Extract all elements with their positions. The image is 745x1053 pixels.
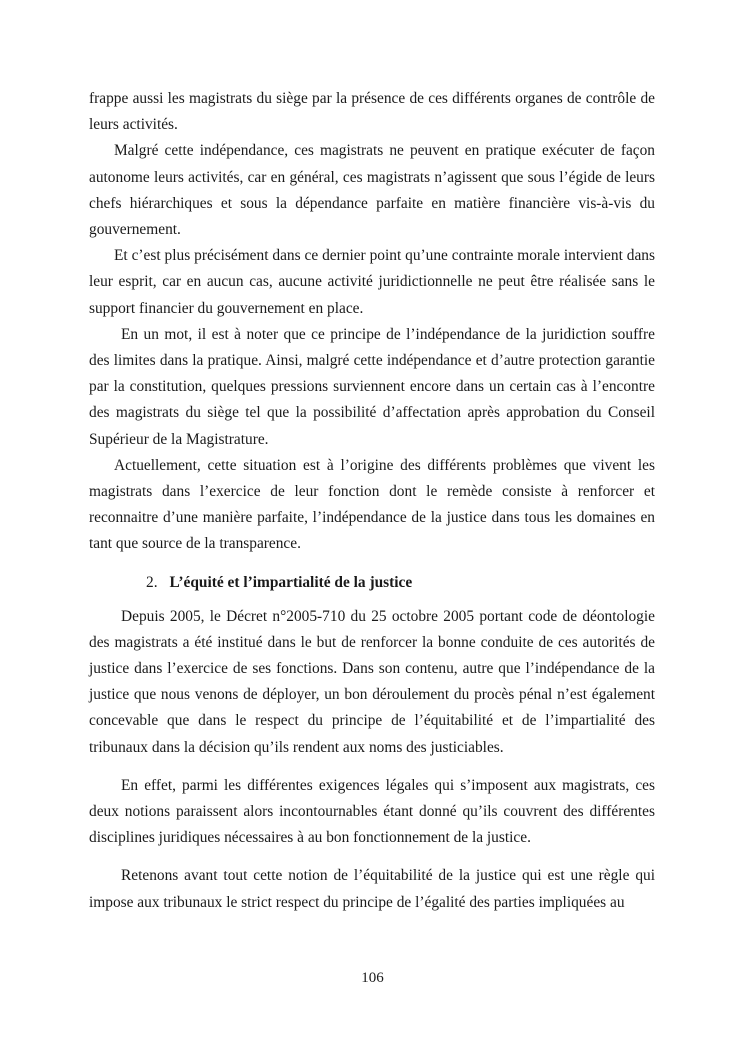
section-heading (89, 570, 655, 596)
section-title: L’équité et l’impartialité de la justice (169, 573, 413, 591)
section-number: 2. (146, 573, 158, 591)
paragraph: En un mot, il est à noter que ce principe de l’indépendance de la juridiction souffre des limites dans la pratique. Ainsi, malgré cette indépendance et d’autre protection garantie par la constitution, quelques pressions surviennent encore dans un certain cas à l’encontre des magistrats du siège tel que la possibilité d’affectation après approbation du Conseil Supérieur de la Magistrature. (89, 325, 655, 448)
body-text (89, 86, 655, 916)
paragraph: Et c’est plus précisément dans ce dernier point qu’une contrainte morale intervient dans leur esprit, car en aucun cas, aucune activité juridictionnelle ne peut être réalisée sans le support financier du gouvernement en place. (89, 247, 655, 317)
paragraph: Malgré cette indépendance, ces magistrats ne peuvent en pratique exécuter de façon autonome leurs activités, car en général, ces magistrats n’agissent que sous l’égide de leurs chefs hiérarchiques et sous la dépendance parfaite en matière financière vis-à-vis du gouvernement. (89, 142, 655, 239)
paragraph: Retenons avant tout cette notion de l’équitabilité de la justice qui est une règle qui impose aux tribunaux le strict respect du principe de l’égalité des parties impliquées au (89, 867, 655, 911)
paragraph: frappe aussi les magistrats du siège par la présence de ces différents organes de contrôle de leurs activités. (89, 90, 655, 134)
page-number: 106 (361, 970, 384, 986)
paragraph: Depuis 2005, le Décret n°2005-710 du 25 octobre 2005 portant code de déontologie des magistrats a été institué dans le but de renforcer la bonne conduite de ces autorités de justice dans l’exercice de ses fonctions. Dans son contenu, autre que l’indépendance de la justice que nous venons de déployer, un bon déroulement du procès pénal n’est également concevable que dans le respect du principe de l’équitabilité et de l’impartialité des tribunaux dans la décision qu’ils rendent aux noms des justiciables. (89, 607, 655, 756)
paragraph: Actuellement, cette situation est à l’origine des différents problèmes que vivent les magistrats dans l’exercice de leur fonction dont le remède consiste à renforcer et reconnaitre d’une manière parfaite, l’indépendance de la justice dans tous les domaines en tant que source de la transparence. (89, 456, 655, 553)
paragraph: En effet, parmi les différentes exigences légales qui s’imposent aux magistrats, ces deux notions paraissent alors incontournables étant donné qu’ils couvrent des différentes disciplines juridiques nécessaires à au bon fonctionnement de la justice. (89, 776, 655, 847)
